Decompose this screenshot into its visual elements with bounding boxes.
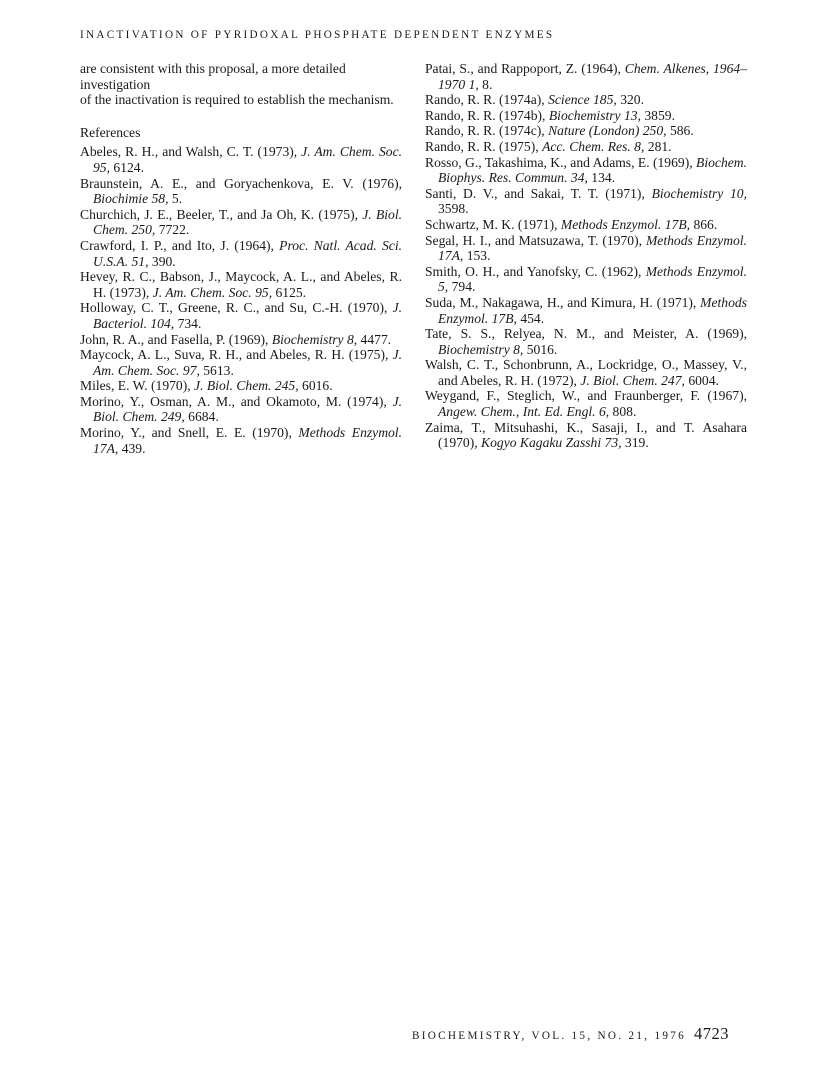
reference-entry — [80, 425, 402, 456]
reference-pages: 320. — [616, 92, 644, 108]
reference-pages: 5613. — [199, 362, 234, 378]
reference-entry — [80, 347, 402, 378]
reference-entry — [80, 394, 402, 425]
reference-authors: Braunstein, A. E., and Goryachenkova, E. V. (1976), — [80, 175, 402, 191]
reference-journal: Biochemistry 13, — [548, 107, 641, 123]
reference-journal: J. Bacteriol. 104, — [93, 300, 402, 331]
references-heading: References — [80, 124, 141, 140]
reference-entry — [425, 139, 747, 155]
reference-list-left — [80, 144, 402, 456]
reference-authors: Rando, R. R. (1974a), — [425, 92, 549, 108]
reference-journal: J. Biol. Chem. 247, — [580, 372, 685, 388]
reference-journal: Methods Enzymol. 17A, — [93, 425, 402, 456]
intro-line: are consistent with this proposal, a more detailed investigation — [80, 61, 346, 92]
reference-authors: Patai, S., and Rappoport, Z. (1964), — [425, 61, 625, 76]
reference-journal: Methods Enzymol. 17B, — [560, 216, 691, 232]
reference-entry — [425, 186, 747, 217]
reference-entry — [425, 108, 747, 124]
reference-journal: Methods Enzymol. 17A, — [438, 232, 747, 264]
reference-authors: Tate, S. S., Relyea, N. M., and Meister, A. (1969), — [425, 326, 747, 342]
running-head: INACTIVATION OF PYRIDOXAL PHOSPHATE DEPENDENT ENZYMES — [80, 29, 555, 41]
reference-journal: Chem. Alkenes, 1964–1970 1, — [438, 61, 747, 92]
reference-journal: Science 185, — [548, 92, 617, 108]
right-column — [425, 61, 747, 451]
reference-journal: Methods Enzymol. 17B, — [438, 294, 747, 326]
left-column — [80, 61, 402, 456]
reference-pages: 8. — [478, 76, 493, 92]
reference-entry — [425, 326, 747, 357]
reference-entry — [425, 388, 747, 419]
reference-authors: Churchich, J. E., Beeler, T., and Ja Oh, K. (1975), — [80, 206, 363, 222]
reference-authors: Schwartz, M. K. (1971), — [425, 216, 561, 232]
reference-entry — [425, 357, 747, 388]
reference-entry — [425, 217, 747, 233]
reference-authors: Rosso, G., Takashima, K., and Adams, E. (1969), — [425, 154, 697, 170]
reference-journal: Angew. Chem., Int. Ed. Engl. 6, — [438, 404, 610, 420]
reference-entry — [425, 61, 747, 92]
reference-journal: J. Am. Chem. Soc. 95, — [152, 284, 273, 300]
reference-authors: Rando, R. R. (1974c), — [425, 123, 549, 139]
reference-entry — [80, 176, 402, 207]
reference-entry — [80, 300, 402, 331]
reference-entry — [425, 92, 747, 108]
reference-entry — [425, 233, 747, 264]
reference-pages: 586. — [666, 123, 694, 139]
reference-authors: Miles, E. W. (1970), — [80, 378, 195, 394]
reference-pages: 134. — [587, 170, 616, 186]
reference-authors: Walsh, C. T., Schonbrunn, A., Lockridge, O., Massey, V., and Abeles, R. H. (1972), — [425, 357, 747, 388]
reference-authors: Abeles, R. H., and Walsh, C. T. (1973), — [80, 144, 302, 160]
reference-entry — [80, 207, 402, 238]
reference-authors: Maycock, A. L., Suva, R. H., and Abeles, R. H. (1975), — [80, 347, 393, 363]
reference-pages: 5. — [168, 191, 183, 207]
reference-pages: 439. — [118, 440, 146, 456]
reference-entry — [425, 264, 747, 295]
reference-pages: 734. — [174, 315, 202, 331]
reference-journal: J. Am. Chem. Soc. 95, — [93, 144, 403, 175]
reference-journal: Biochemistry 8, — [438, 341, 524, 357]
reference-pages: 866. — [690, 216, 718, 232]
reference-journal: Methods Enzymol. 5, — [438, 263, 747, 295]
reference-pages: 319. — [621, 435, 649, 451]
reference-pages: 5016. — [523, 341, 558, 357]
reference-authors: Zaima, T., Mitsuhashi, K., Sasaji, I., and T. Asahara (1970), — [425, 419, 747, 451]
reference-authors: Morino, Y., Osman, A. M., and Okamoto, M. (1974), — [80, 393, 393, 409]
reference-authors: Hevey, R. C., Babson, J., Maycock, A. L., and Abeles, R. H. (1973), — [80, 269, 402, 300]
reference-journal: Kogyo Kagaku Zasshi 73, — [481, 435, 622, 451]
reference-journal: J. Biol. Chem. 245, — [194, 378, 299, 394]
reference-authors: Rando, R. R. (1974b), — [425, 107, 549, 123]
reference-list-right — [425, 61, 747, 451]
reference-pages: 6016. — [298, 378, 333, 394]
reference-entry — [80, 378, 402, 394]
reference-entry — [80, 238, 402, 269]
reference-authors: Weygand, F., Steglich, W., and Fraunberger, F. (1967), — [425, 388, 747, 404]
reference-pages: 6125. — [272, 284, 307, 300]
reference-authors: Smith, O. H., and Yanofsky, C. (1962), — [425, 263, 646, 279]
reference-journal: J. Biol. Chem. 249, — [93, 393, 402, 425]
reference-authors: Suda, M., Nakagawa, H., and Kimura, H. (1971), — [425, 294, 701, 310]
reference-pages: 6124. — [110, 159, 144, 175]
reference-journal: Acc. Chem. Res. 8, — [542, 138, 645, 154]
reference-pages: 6004. — [684, 372, 719, 388]
reference-pages: 454. — [516, 310, 545, 326]
reference-authors: Holloway, C. T., Greene, R. C., and Su, C.-H. (1970), — [80, 300, 393, 316]
reference-journal: Biochimie 58, — [93, 191, 169, 207]
reference-pages: 4477. — [357, 331, 392, 347]
reference-authors: Santi, D. V., and Sakai, T. T. (1971), — [425, 185, 652, 201]
reference-journal: J. Am. Chem. Soc. 97, — [93, 347, 402, 378]
reference-journal: Biochem. Biophys. Res. Commun. 34, — [438, 154, 747, 186]
reference-entry — [80, 332, 402, 348]
footer-journal: BIOCHEMISTRY, VOL. 15, NO. 21, 1976 — [412, 1030, 687, 1042]
reference-pages: 7722. — [155, 222, 190, 238]
reference-authors: Rando, R. R. (1975), — [425, 138, 543, 154]
reference-entry — [425, 123, 747, 139]
reference-pages: 281. — [644, 138, 672, 154]
intro-line: of the inactivation is required to establish the mechanism. — [80, 92, 394, 108]
reference-entry — [425, 295, 747, 326]
reference-authors: Crawford, I. P., and Ito, J. (1964), — [80, 237, 280, 253]
reference-pages: 808. — [609, 404, 637, 420]
page-number: 4723 — [694, 1024, 730, 1043]
reference-journal: Biochemistry 10, — [651, 185, 748, 201]
intro-paragraph — [80, 61, 402, 108]
reference-authors: Segal, H. I., and Matsuzawa, T. (1970), — [425, 232, 646, 248]
reference-pages: 3598. — [438, 201, 469, 217]
page-footer — [412, 1024, 729, 1044]
reference-authors: John, R. A., and Fasella, P. (1969), — [80, 331, 272, 347]
reference-entry — [425, 420, 747, 451]
reference-pages: 153. — [463, 248, 491, 264]
reference-authors: Morino, Y., and Snell, E. E. (1970), — [80, 425, 299, 441]
reference-entry — [80, 269, 402, 300]
reference-pages: 3859. — [640, 107, 675, 123]
reference-pages: 6684. — [184, 409, 219, 425]
reference-pages: 794. — [448, 279, 476, 295]
reference-journal: Proc. Natl. Acad. Sci. U.S.A. 51, — [93, 237, 402, 269]
reference-entry — [425, 155, 747, 186]
reference-journal: Biochemistry 8, — [271, 331, 358, 347]
reference-journal: J. Biol. Chem. 250, — [93, 206, 402, 238]
reference-entry — [80, 144, 402, 175]
reference-pages: 390. — [148, 253, 176, 269]
reference-journal: Nature (London) 250, — [548, 123, 667, 139]
